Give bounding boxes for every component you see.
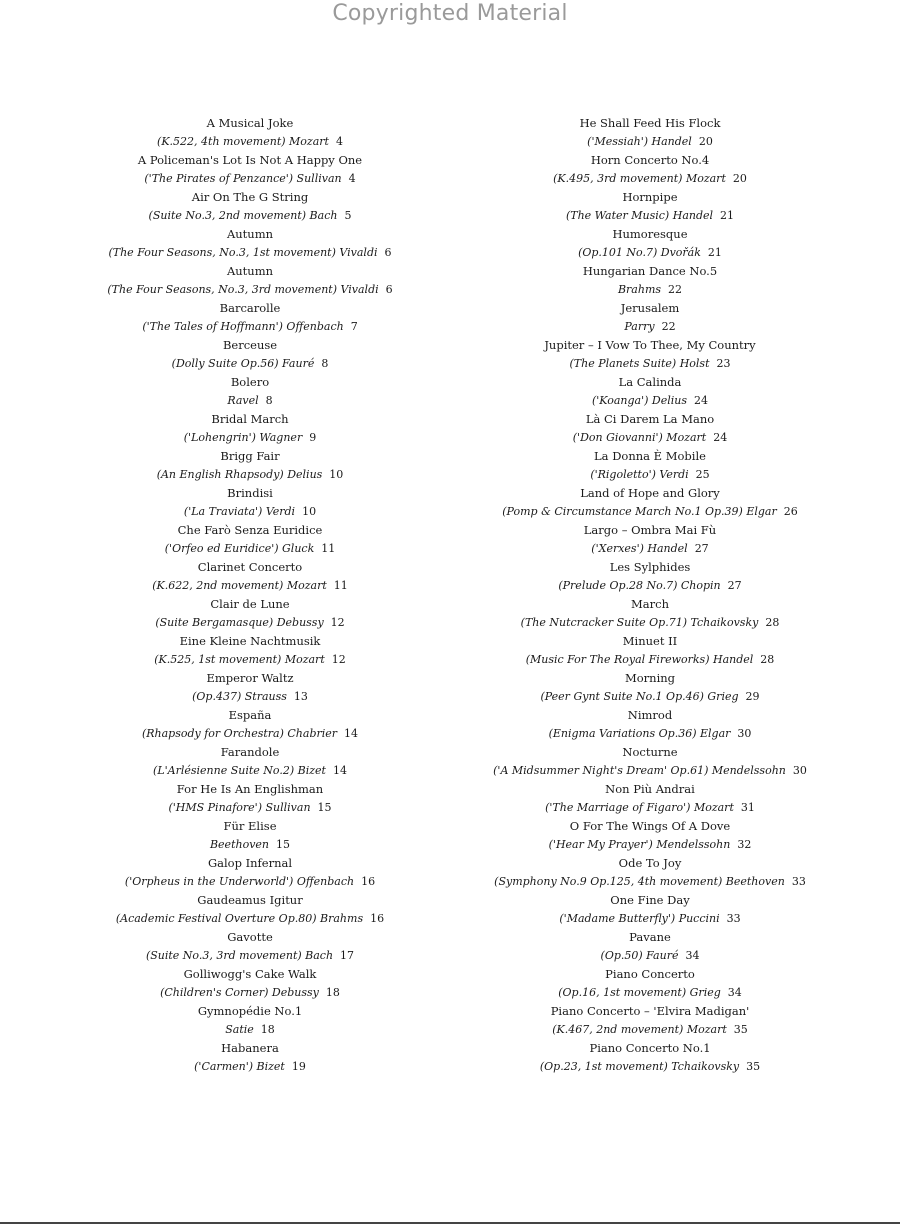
page-number: 32 bbox=[737, 837, 752, 851]
piece-title: Morning bbox=[624, 671, 676, 685]
piece-source-line bbox=[470, 651, 830, 670]
piece-source: (K.522, 4th movement) Mozart bbox=[157, 134, 329, 148]
piece-source: (Op.101 No.7) Dvořák bbox=[578, 245, 701, 259]
page-number: 14 bbox=[344, 726, 359, 740]
piece-title: Hornpipe bbox=[622, 190, 678, 204]
page-number: 6 bbox=[384, 245, 392, 259]
piece-source-line bbox=[100, 725, 400, 744]
contents-entry bbox=[470, 669, 830, 706]
piece-source: (K.622, 2nd movement) Mozart bbox=[152, 578, 327, 592]
piece-source: (Op.23, 1st movement) Tchaikovsky bbox=[539, 1059, 740, 1073]
piece-source: (L'Arlésienne Suite No.2) Bizet bbox=[153, 763, 326, 777]
piece-title: Emperor Waltz bbox=[206, 671, 294, 685]
page-number: 30 bbox=[792, 763, 807, 777]
piece-source-line bbox=[470, 910, 830, 929]
piece-source: (Peer Gynt Suite No.1 Op.46) Grieg bbox=[540, 689, 739, 703]
contents-entry bbox=[470, 854, 830, 891]
contents-entry bbox=[100, 817, 400, 854]
contents-entry bbox=[100, 854, 400, 891]
page-number: 11 bbox=[333, 578, 348, 592]
piece-source: (K.467, 2nd movement) Mozart bbox=[552, 1022, 727, 1036]
piece-source: ('A Midsummer Night's Dream' Op.61) Mendelssohn bbox=[493, 763, 786, 777]
contents-entry bbox=[470, 632, 830, 669]
contents-column-left bbox=[100, 114, 400, 1076]
contents-entry bbox=[100, 151, 400, 188]
contents-entry bbox=[100, 1039, 400, 1076]
piece-title: Air On The G String bbox=[191, 190, 309, 204]
piece-title: Habanera bbox=[221, 1041, 279, 1055]
page-number: 12 bbox=[331, 652, 346, 666]
page-number: 20 bbox=[732, 171, 747, 185]
contents-entry bbox=[100, 632, 400, 669]
page-number: 18 bbox=[325, 985, 340, 999]
piece-source: (The Water Music) Handel bbox=[565, 208, 714, 222]
piece-source-line bbox=[470, 725, 830, 744]
contents-entry bbox=[470, 780, 830, 817]
piece-source: (K.495, 3rd movement) Mozart bbox=[553, 171, 726, 185]
page-number: 4 bbox=[335, 134, 343, 148]
contents-entry bbox=[100, 225, 400, 262]
piece-source-line bbox=[470, 577, 830, 596]
piece-source: (The Four Seasons, No.3, 3rd movement) Vivaldi bbox=[107, 282, 379, 296]
page-number: 21 bbox=[720, 208, 735, 222]
page-number: 15 bbox=[317, 800, 332, 814]
piece-title: Gymnopédie No.1 bbox=[197, 1004, 303, 1018]
page-number: 13 bbox=[293, 689, 308, 703]
page-number: 31 bbox=[740, 800, 755, 814]
contents-entry bbox=[470, 299, 830, 336]
piece-title: Golliwogg's Cake Walk bbox=[183, 967, 317, 981]
piece-source: Beethoven bbox=[209, 837, 270, 851]
piece-source-line bbox=[470, 799, 830, 818]
piece-title: Largo – Ombra Mai Fù bbox=[583, 523, 717, 537]
piece-title: Jerusalem bbox=[620, 301, 680, 315]
piece-source-line bbox=[100, 836, 400, 855]
contents-entry bbox=[470, 114, 830, 151]
piece-source-line bbox=[100, 1058, 400, 1077]
piece-source-line bbox=[470, 836, 830, 855]
piece-source: Ravel bbox=[227, 393, 259, 407]
piece-title: Brigg Fair bbox=[220, 449, 280, 463]
piece-source-line bbox=[100, 762, 400, 781]
page-number: 19 bbox=[291, 1059, 306, 1073]
piece-source-line bbox=[470, 947, 830, 966]
contents-entry bbox=[470, 521, 830, 558]
piece-source: Satie bbox=[225, 1022, 254, 1036]
page-number: 35 bbox=[746, 1059, 761, 1073]
page-number: 28 bbox=[765, 615, 780, 629]
contents-entry bbox=[100, 262, 400, 299]
piece-source-line bbox=[100, 170, 400, 189]
piece-title: Nimrod bbox=[627, 708, 673, 722]
piece-title: Piano Concerto bbox=[605, 967, 695, 981]
piece-source-line bbox=[470, 873, 830, 892]
piece-source: ('Madame Butterfly') Puccini bbox=[559, 911, 720, 925]
piece-title: Piano Concerto No.1 bbox=[589, 1041, 711, 1055]
page-number: 16 bbox=[361, 874, 376, 888]
contents-entry bbox=[100, 410, 400, 447]
page-number: 34 bbox=[727, 985, 742, 999]
contents-entry bbox=[470, 373, 830, 410]
piece-title: Galop Infernal bbox=[207, 856, 293, 870]
contents-entry bbox=[100, 521, 400, 558]
page-number: 22 bbox=[668, 282, 683, 296]
piece-source-line bbox=[100, 281, 400, 300]
piece-source: (The Nutcracker Suite Op.71) Tchaikovsky bbox=[520, 615, 759, 629]
piece-title: Berceuse bbox=[222, 338, 278, 352]
piece-title: Hungarian Dance No.5 bbox=[582, 264, 718, 278]
piece-source-line bbox=[470, 688, 830, 707]
piece-source-line bbox=[100, 1021, 400, 1040]
page-number: 8 bbox=[321, 356, 329, 370]
contents-entry bbox=[470, 225, 830, 262]
piece-source-line bbox=[470, 984, 830, 1003]
piece-source: ('The Pirates of Penzance') Sullivan bbox=[144, 171, 342, 185]
page-number: 24 bbox=[694, 393, 708, 407]
contents-entry bbox=[470, 410, 830, 447]
piece-source-line bbox=[100, 207, 400, 226]
piece-source: (Dolly Suite Op.56) Fauré bbox=[171, 356, 315, 370]
page-number: 22 bbox=[661, 319, 676, 333]
page-number: 15 bbox=[276, 837, 291, 851]
page-number: 25 bbox=[695, 467, 710, 481]
contents-entry bbox=[470, 706, 830, 743]
piece-source-line bbox=[100, 503, 400, 522]
piece-title: Nocturne bbox=[622, 745, 678, 759]
page-number: 33 bbox=[726, 911, 741, 925]
piece-source-line bbox=[100, 355, 400, 374]
contents-entry bbox=[470, 558, 830, 595]
piece-source: ('Don Giovanni') Mozart bbox=[572, 430, 707, 444]
contents-entry bbox=[100, 299, 400, 336]
piece-source: (K.525, 1st movement) Mozart bbox=[154, 652, 325, 666]
piece-source-line bbox=[100, 651, 400, 670]
piece-source-line bbox=[470, 133, 830, 152]
piece-title: Gavotte bbox=[227, 930, 273, 944]
piece-source-line bbox=[100, 466, 400, 485]
piece-source-line bbox=[100, 910, 400, 929]
page-number: 5 bbox=[344, 208, 352, 222]
contents-column-right bbox=[470, 114, 830, 1076]
piece-title: Clarinet Concerto bbox=[197, 560, 303, 574]
piece-source: (An English Rhapsody) Delius bbox=[156, 467, 323, 481]
contents-entry bbox=[100, 706, 400, 743]
piece-title: Autumn bbox=[226, 264, 274, 278]
piece-source: ('La Traviata') Verdi bbox=[183, 504, 296, 518]
page-number: 21 bbox=[707, 245, 722, 259]
piece-title: Gaudeamus Igitur bbox=[197, 893, 303, 907]
page-number: 26 bbox=[783, 504, 798, 518]
contents-entry bbox=[100, 965, 400, 1002]
piece-title: Autumn bbox=[226, 227, 274, 241]
piece-source-line bbox=[470, 392, 830, 411]
piece-source-line bbox=[100, 244, 400, 263]
piece-source: (Rhapsody for Orchestra) Chabrier bbox=[141, 726, 338, 740]
page-number: 27 bbox=[694, 541, 709, 555]
contents-entry bbox=[470, 595, 830, 632]
contents-entry bbox=[470, 1039, 830, 1076]
piece-source: (Academic Festival Overture Op.80) Brahms bbox=[115, 911, 364, 925]
contents-entry bbox=[100, 114, 400, 151]
piece-source: ('Carmen') Bizet bbox=[194, 1059, 285, 1073]
contents-entry bbox=[470, 336, 830, 373]
piece-source: ('Xerxes') Handel bbox=[591, 541, 688, 555]
contents-entry bbox=[100, 484, 400, 521]
piece-title: Clair de Lune bbox=[210, 597, 290, 611]
piece-source: ('Hear My Prayer') Mendelssohn bbox=[548, 837, 731, 851]
piece-source: ('The Marriage of Figaro') Mozart bbox=[545, 800, 734, 814]
contents-entry bbox=[470, 965, 830, 1002]
contents-entry bbox=[100, 1002, 400, 1039]
piece-source-line bbox=[470, 170, 830, 189]
piece-title: Bolero bbox=[230, 375, 270, 389]
piece-source-line bbox=[470, 466, 830, 485]
contents-entry bbox=[470, 484, 830, 521]
page-number: 7 bbox=[350, 319, 358, 333]
piece-source: ('HMS Pinafore') Sullivan bbox=[168, 800, 311, 814]
piece-source: Brahms bbox=[617, 282, 662, 296]
piece-title: Minuet II bbox=[622, 634, 678, 648]
page-number: 23 bbox=[716, 356, 731, 370]
piece-source: (Op.437) Strauss bbox=[192, 689, 287, 703]
piece-source-line bbox=[470, 429, 830, 448]
piece-source-line bbox=[100, 392, 400, 411]
piece-title: O For The Wings Of A Dove bbox=[569, 819, 731, 833]
copyright-watermark: Copyrighted Material bbox=[332, 1, 568, 26]
piece-title: La Calinda bbox=[618, 375, 682, 389]
contents-entry bbox=[100, 447, 400, 484]
page-number: 24 bbox=[713, 430, 728, 444]
piece-title: Farandole bbox=[220, 745, 280, 759]
page-number: 6 bbox=[385, 282, 393, 296]
piece-title: One Fine Day bbox=[610, 893, 690, 907]
contents-entry bbox=[100, 595, 400, 632]
piece-source-line bbox=[100, 133, 400, 152]
piece-title: Land of Hope and Glory bbox=[580, 486, 720, 500]
piece-title: Brindisi bbox=[227, 486, 273, 500]
piece-source-line bbox=[100, 984, 400, 1003]
page-number: 28 bbox=[760, 652, 775, 666]
piece-title: Che Farò Senza Euridice bbox=[177, 523, 323, 537]
piece-source-line bbox=[100, 873, 400, 892]
piece-source-line bbox=[470, 540, 830, 559]
piece-source-line bbox=[100, 799, 400, 818]
contents-entry bbox=[470, 817, 830, 854]
piece-source-line bbox=[100, 577, 400, 596]
piece-source: (Children's Corner) Debussy bbox=[160, 985, 319, 999]
page-number: 35 bbox=[733, 1022, 748, 1036]
piece-title: For He Is An Englishman bbox=[176, 782, 324, 796]
page-number: 30 bbox=[737, 726, 752, 740]
piece-title: He Shall Feed His Flock bbox=[579, 116, 721, 130]
piece-source-line bbox=[470, 244, 830, 263]
contents-entry bbox=[470, 262, 830, 299]
piece-source: Parry bbox=[624, 319, 655, 333]
piece-title: Là Ci Darem La Mano bbox=[585, 412, 715, 426]
page-number: 17 bbox=[340, 948, 355, 962]
contents-entry bbox=[100, 743, 400, 780]
page-number: 9 bbox=[309, 430, 317, 444]
piece-source: (The Planets Suite) Holst bbox=[569, 356, 710, 370]
piece-source: (Op.50) Fauré bbox=[600, 948, 679, 962]
piece-source-line bbox=[470, 207, 830, 226]
piece-title: España bbox=[228, 708, 272, 722]
piece-title: La Donna È Mobile bbox=[594, 449, 706, 463]
piece-source-line bbox=[470, 355, 830, 374]
contents-entry bbox=[100, 188, 400, 225]
piece-source-line bbox=[100, 429, 400, 448]
piece-source: (Suite Bergamasque) Debussy bbox=[155, 615, 324, 629]
piece-source-line bbox=[470, 318, 830, 337]
contents-entry bbox=[470, 151, 830, 188]
page-number: 16 bbox=[370, 911, 385, 925]
page-number: 27 bbox=[727, 578, 742, 592]
contents-entry bbox=[470, 447, 830, 484]
piece-source: ('Koanga') Delius bbox=[591, 393, 687, 407]
contents-entry bbox=[470, 928, 830, 965]
contents-entry bbox=[100, 336, 400, 373]
contents-entry bbox=[100, 891, 400, 928]
piece-source-line bbox=[100, 318, 400, 337]
piece-title: March bbox=[631, 597, 669, 611]
page-number: 33 bbox=[791, 874, 806, 888]
piece-title: Les Sylphides bbox=[609, 560, 691, 574]
piece-title: A Policeman's Lot Is Not A Happy One bbox=[137, 153, 363, 167]
piece-title: Horn Concerto No.4 bbox=[590, 153, 710, 167]
piece-title: Non Più Andrai bbox=[605, 782, 695, 796]
piece-source: (Op.16, 1st movement) Grieg bbox=[558, 985, 721, 999]
piece-source: ('Orpheus in the Underworld') Offenbach bbox=[124, 874, 355, 888]
piece-source: ('Orfeo ed Euridice') Gluck bbox=[164, 541, 315, 555]
piece-title: Ode To Joy bbox=[618, 856, 682, 870]
piece-title: Humoresque bbox=[612, 227, 688, 241]
piece-source-line bbox=[470, 503, 830, 522]
piece-title: Barcarolle bbox=[219, 301, 281, 315]
page-number: 11 bbox=[321, 541, 336, 555]
contents-entry bbox=[100, 928, 400, 965]
contents-entry bbox=[470, 743, 830, 780]
piece-source: ('Messiah') Handel bbox=[587, 134, 692, 148]
piece-source: ('Lohengrin') Wagner bbox=[183, 430, 303, 444]
contents-entry bbox=[100, 780, 400, 817]
piece-source: ('Rigoletto') Verdi bbox=[590, 467, 689, 481]
piece-source: (Suite No.3, 3rd movement) Bach bbox=[145, 948, 334, 962]
page-number: 29 bbox=[745, 689, 760, 703]
page-number: 10 bbox=[302, 504, 317, 518]
piece-title: A Musical Joke bbox=[206, 116, 294, 130]
piece-title: Bridal March bbox=[211, 412, 289, 426]
piece-source-line bbox=[470, 762, 830, 781]
piece-title: Pavane bbox=[629, 930, 671, 944]
piece-source-line bbox=[470, 281, 830, 300]
page-number: 8 bbox=[265, 393, 273, 407]
page-number: 10 bbox=[329, 467, 344, 481]
piece-source: (Music For The Royal Fireworks) Handel bbox=[525, 652, 754, 666]
contents-entry bbox=[100, 669, 400, 706]
piece-title: Piano Concerto – 'Elvira Madigan' bbox=[550, 1004, 750, 1018]
page-number: 12 bbox=[330, 615, 345, 629]
piece-source: (Prelude Op.28 No.7) Chopin bbox=[558, 578, 721, 592]
piece-source: ('The Tales of Hoffmann') Offenbach bbox=[142, 319, 344, 333]
piece-source-line bbox=[100, 540, 400, 559]
piece-source: (The Four Seasons, No.3, 1st movement) Vivaldi bbox=[108, 245, 378, 259]
piece-source-line bbox=[100, 688, 400, 707]
piece-source-line bbox=[100, 614, 400, 633]
contents-entry bbox=[100, 373, 400, 410]
piece-source: (Pomp & Circumstance March No.1 Op.39) Elgar bbox=[502, 504, 777, 518]
piece-title: Für Elise bbox=[223, 819, 277, 833]
contents-entry bbox=[470, 891, 830, 928]
contents-entry bbox=[470, 1002, 830, 1039]
page-number: 18 bbox=[260, 1022, 275, 1036]
piece-title: Jupiter – I Vow To Thee, My Country bbox=[544, 338, 756, 352]
page-number: 14 bbox=[332, 763, 347, 777]
piece-source-line bbox=[100, 947, 400, 966]
page-number: 4 bbox=[348, 171, 356, 185]
piece-source-line bbox=[470, 1058, 830, 1077]
piece-source: (Suite No.3, 2nd movement) Bach bbox=[148, 208, 338, 222]
page-number: 34 bbox=[685, 948, 700, 962]
piece-source: (Symphony No.9 Op.125, 4th movement) Beethoven bbox=[494, 874, 785, 888]
piece-source-line bbox=[470, 614, 830, 633]
contents-entry bbox=[100, 558, 400, 595]
page-number: 20 bbox=[698, 134, 713, 148]
piece-title: Eine Kleine Nachtmusik bbox=[179, 634, 321, 648]
contents-entry bbox=[470, 188, 830, 225]
piece-source-line bbox=[470, 1021, 830, 1040]
piece-source: (Enigma Variations Op.36) Elgar bbox=[548, 726, 731, 740]
